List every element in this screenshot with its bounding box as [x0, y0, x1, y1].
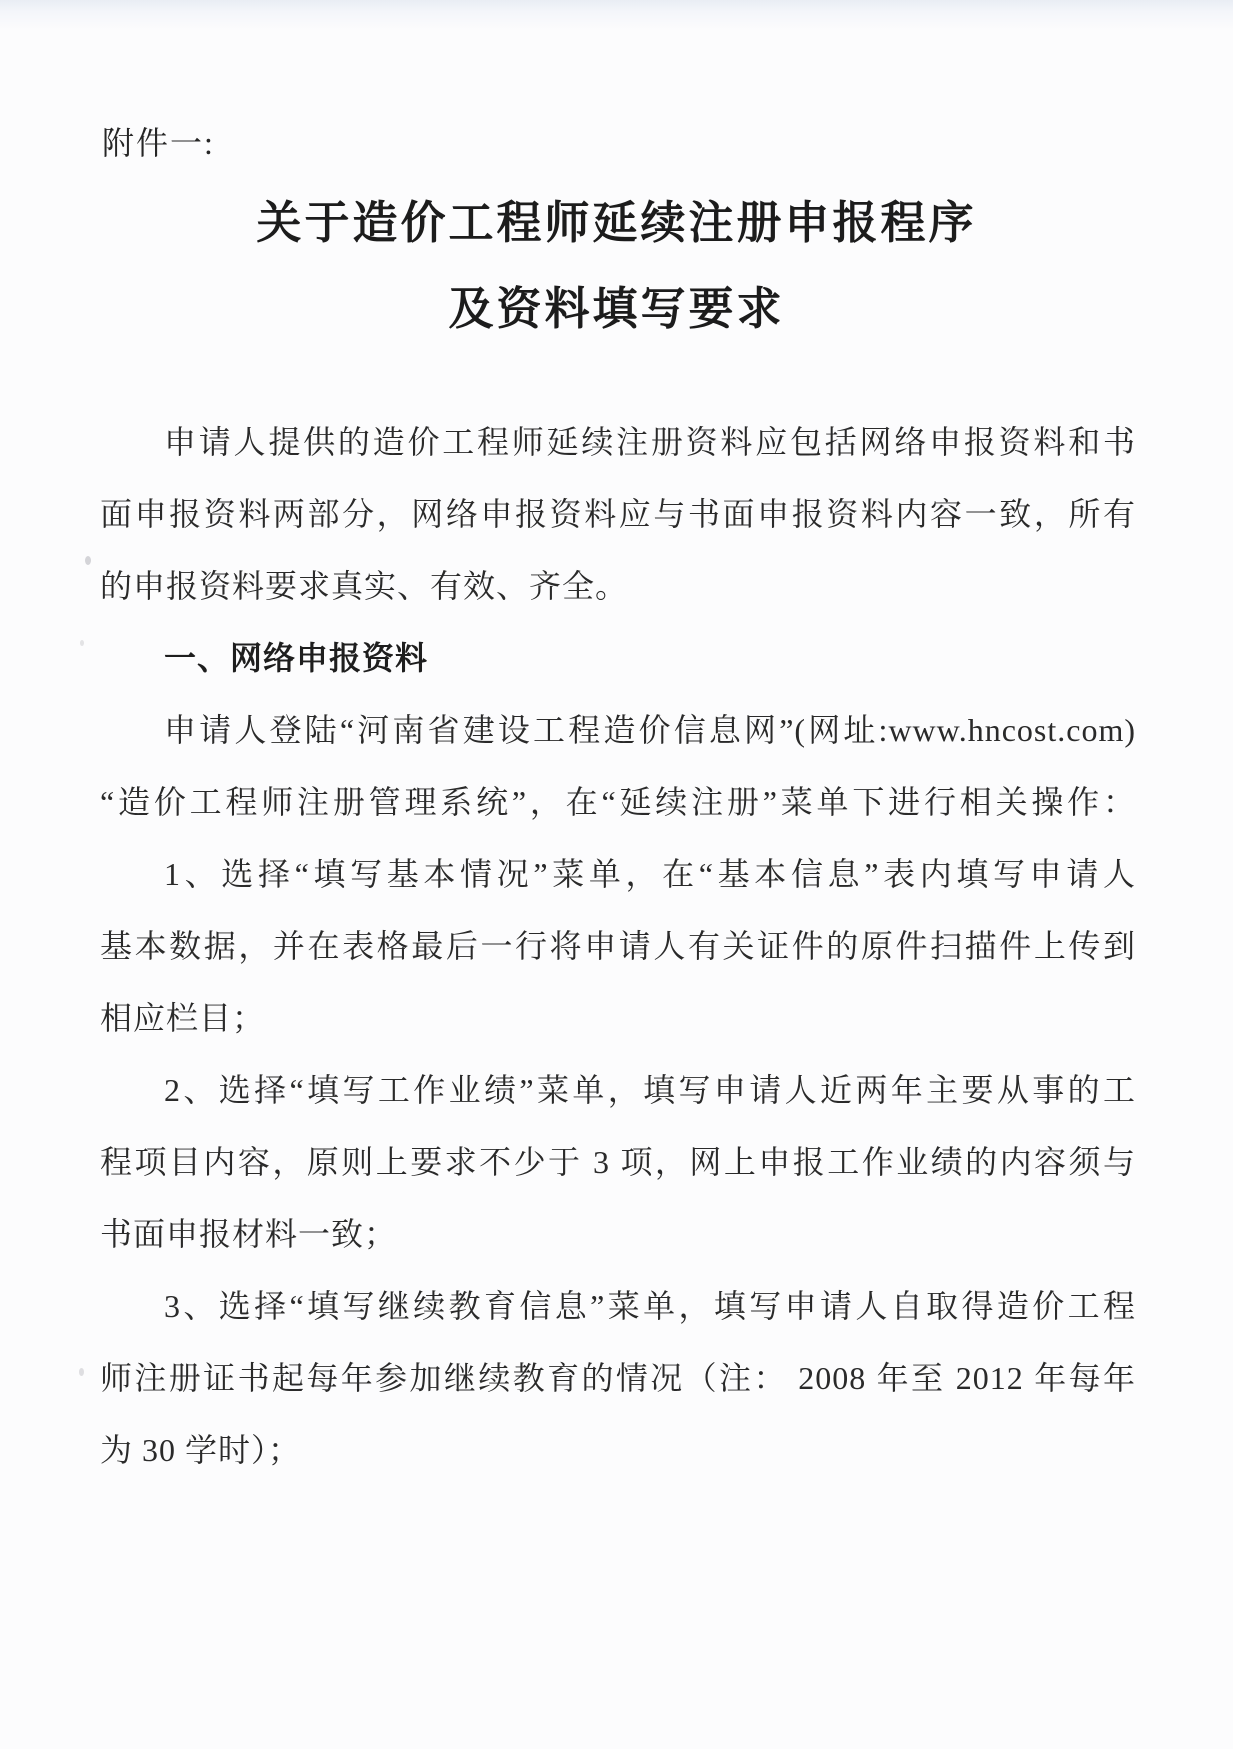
text-line: 面申报资料两部分，网络申报资料应与书面申报资料内容一致，所有 — [100, 496, 1136, 532]
scan-artifact — [80, 640, 84, 646]
text-line: 书面申报材料一致； — [100, 1216, 398, 1252]
scan-artifact — [85, 556, 91, 565]
text-line: 为 30 学时）； — [100, 1432, 302, 1468]
text-line: 申请人提供的造价工程师延续注册资料应包括网络申报资料和书 — [164, 424, 1136, 460]
attachment-label: 附件一: — [102, 125, 215, 161]
page-title-line2: 及资料填写要求 — [448, 284, 785, 334]
body-text — [100, 406, 1136, 1486]
section-heading: 一、网络申报资料 — [164, 640, 429, 676]
text-line: 申请人登陆“河南省建设工程造价信息网”(网址:www.hncost.com) — [164, 712, 1136, 748]
text-line: “造价工程师注册管理系统”，在“延续注册”菜单下进行相关操作： — [100, 784, 1136, 820]
scan-artifact — [79, 1368, 84, 1376]
text-line: 相应栏目； — [100, 1000, 266, 1036]
text-line: 2、选择“填写工作业绩”菜单，填写申请人近两年主要从事的工 — [164, 1072, 1136, 1108]
scan-edge-band — [0, 0, 1233, 30]
text-line: 3、选择“填写继续教育信息”菜单，填写申请人自取得造价工程 — [164, 1288, 1136, 1324]
page-title-line1: 关于造价工程师延续注册申报程序 — [256, 198, 977, 248]
text-line: 的申报资料要求真实、有效、齐全。 — [100, 568, 629, 604]
text-line: 基本数据，并在表格最后一行将申请人有关证件的原件扫描件上传到 — [100, 928, 1136, 964]
text-line: 1、选择“填写基本情况”菜单，在“基本信息”表内填写申请人 — [164, 856, 1136, 892]
text-line: 师注册证书起每年参加继续教育的情况（注： 2008 年至 2012 年每年 — [100, 1360, 1136, 1396]
text-line: 程项目内容，原则上要求不少于 3 项，网上申报工作业绩的内容须与 — [100, 1144, 1136, 1180]
